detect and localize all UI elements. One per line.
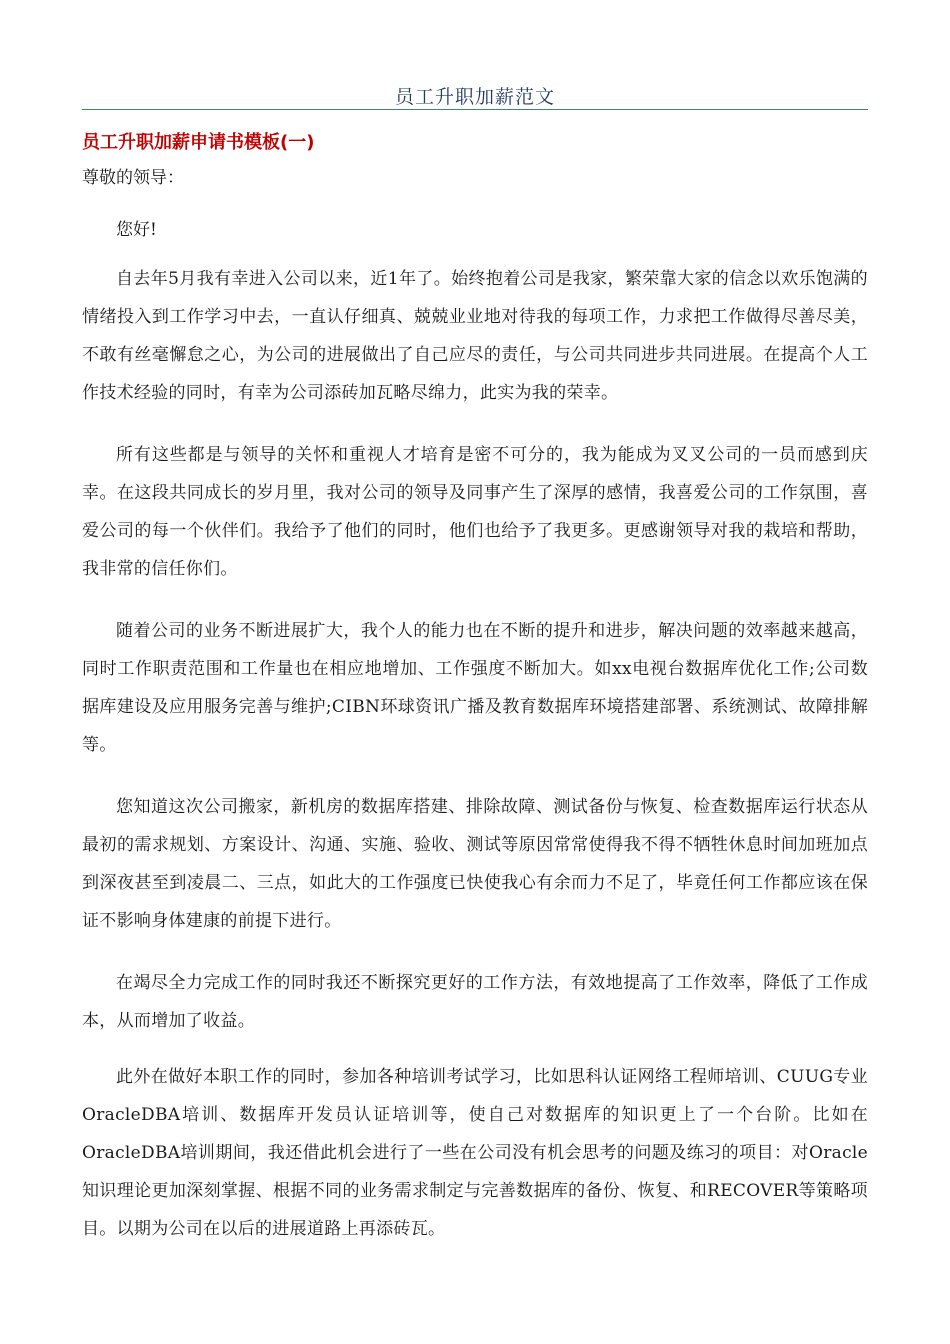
- body-paragraph: 您知道这次公司搬家，新机房的数据库搭建、排除故障、测试备份与恢复、检查数据库运行状态从最初的需求规划、方案设计、沟通、实施、验收、测试等原因常常使得我不得不牺牲休息时间加班加点到深夜甚至到凌晨二、三点，如此大的工作强度已快使我心有余而力不足了，毕竟任何工作都应该在保证不影响身体建康的前提下进行。: [82, 797, 868, 931]
- document-heading: 员工升职加薪申请书模板(一): [82, 132, 315, 153]
- greeting: 您好!: [116, 220, 157, 240]
- body-paragraph: 在竭尽全力完成工作的同时我还不断探究更好的工作方法，有效地提高了工作效率，降低了工作成本，从而增加了收益。: [82, 973, 868, 1031]
- salutation: 尊敬的领导：: [82, 168, 184, 188]
- body-paragraph: 自去年5月我有幸进入公司以来，近1年了。始终抱着公司是我家，繁荣靠大家的信念以欢乐饱满的情绪投入到工作学习中去，一直认仔细真、兢兢业业地对待我的每项工作，力求把工作做得尽善尽美，不敢有丝毫懈怠之心，为公司的进展做出了自己应尽的责任，与公司共同进步共同进展。在提高个人工作技术经验的同时，有幸为公司添砖加瓦略尽绵力，此实为我的荣幸。: [82, 269, 868, 403]
- body-paragraph: 随着公司的业务不断进展扩大，我个人的能力也在不断的提升和进步，解决问题的效率越来越高，同时工作职责范围和工作量也在相应地增加、工作强度不断加大。如xx电视台数据库优化工作;公司数据库建设及应用服务完善与维护;CIBN环球资讯广播及教育数据库环境搭建部署、系统测试、故障排解等。: [82, 621, 868, 755]
- page-header-title: 员工升职加薪范文: [394, 86, 555, 108]
- header-divider: [82, 109, 868, 110]
- body-paragraph: 此外在做好本职工作的同时，参加各种培训考试学习，比如思科认证网络工程师培训、CUUG专业OracleDBA培训、数据库开发员认证培训等，使自己对数据库的知识更上了一个台阶。比如在OracleDBA培训期间，我还借此机会进行了一些在公司没有机会思考的问题及练习的项目：对Oracle知识理论更加深刻掌握、根据不同的业务需求制定与完善数据库的备份、恢复、和RECOVER等策略项目。以期为公司在以后的进展道路上再添砖瓦。: [82, 1067, 868, 1239]
- body-paragraph: 所有这些都是与领导的关怀和重视人才培育是密不可分的，我为能成为叉叉公司的一员而感到庆幸。在这段共同成长的岁月里，我对公司的领导及同事产生了深厚的感情，我喜爱公司的工作氛围，喜爱公司的每一个伙伴们。我给予了他们的同时，他们也给予了我更多。更感谢领导对我的栽培和帮助，我非常的信任你们。: [82, 445, 868, 579]
